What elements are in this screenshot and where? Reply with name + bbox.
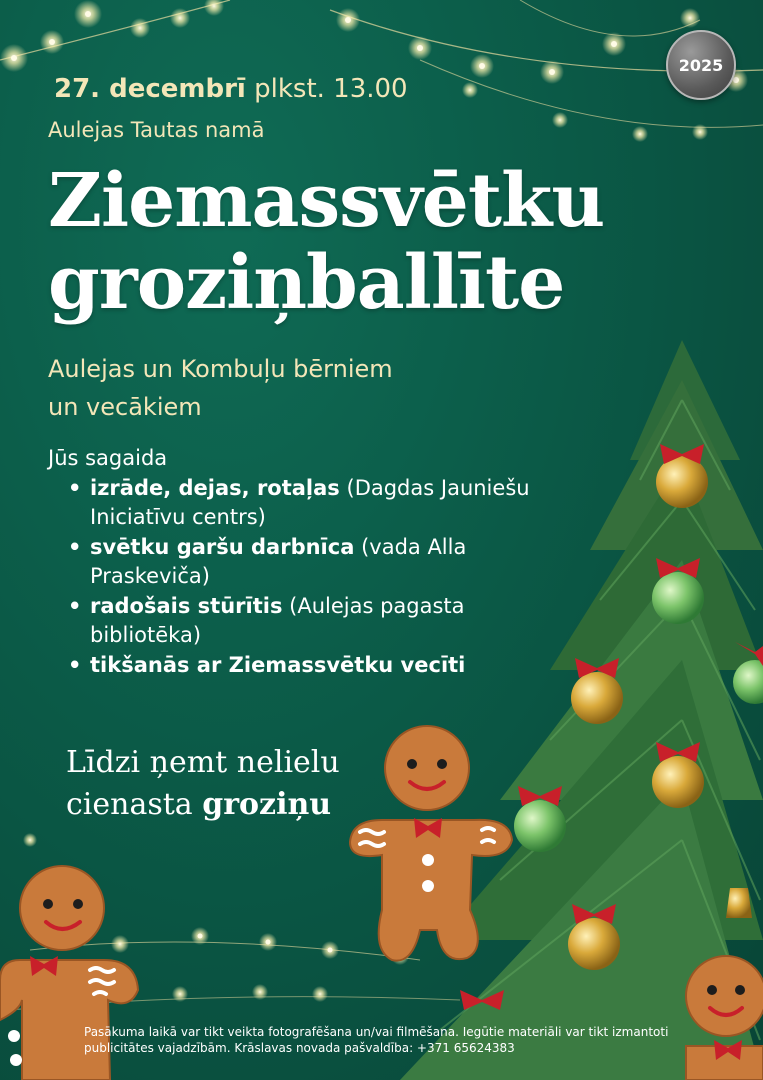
program-item-title: radošais stūrītis [90, 594, 283, 618]
program-item-detail: (vada Alla Praskeviča) [90, 535, 467, 588]
program-item-title: tikšanās ar Ziemassvētku vecīti [90, 653, 466, 677]
program-item-title: izrāde, dejas, rotaļas [90, 476, 340, 500]
audience-line-1: Aulejas un Kombuļu bērniem [48, 355, 393, 383]
event-title [48, 160, 604, 324]
program-item-title: svētku garšu darbnīca [90, 535, 355, 559]
event-date: 27. decembrī [54, 74, 246, 104]
year-badge [666, 30, 736, 100]
audience-line-2: un vecākiem [48, 393, 202, 421]
program-item [68, 474, 538, 532]
program-intro: Jūs sagaida [48, 446, 168, 470]
program-item-detail: (Dagdas Jauniešu Iniciatīvu centrs) [90, 476, 530, 529]
gingerbread-man-decoration [342, 720, 532, 970]
bring-line-2-plain: cienasta [66, 787, 193, 822]
gingerbread-man-decoration-right [676, 950, 763, 1080]
event-date-time [54, 74, 408, 104]
title-line-1: Ziemassvētku [48, 158, 605, 244]
program-list [68, 474, 538, 681]
year-text: 2025 [678, 55, 724, 75]
bring-line-1: Līdzi ņemt nelielu [66, 745, 340, 780]
event-venue: Aulejas Tautas namā [48, 118, 265, 142]
footer-disclaimer: Pasākuma laikā var tikt veikta fotografēšana un/vai filmēšana. Iegūtie materiāli var tikt izmantoti publicitātes vajadzībām. Krāslavas novada pašvaldība: +371 65624383 [84, 1025, 669, 1055]
title-line-2: groziņballīte [48, 240, 565, 326]
program-item [68, 651, 538, 680]
program-item-detail: (Aulejas pagasta bibliotēka) [90, 594, 465, 647]
program-item [68, 533, 538, 591]
bring-note [66, 742, 340, 826]
program-item [68, 592, 538, 650]
audience-text [48, 350, 508, 426]
bring-line-2-bold: groziņu [202, 787, 332, 822]
event-time: plkst. 13.00 [254, 74, 408, 104]
